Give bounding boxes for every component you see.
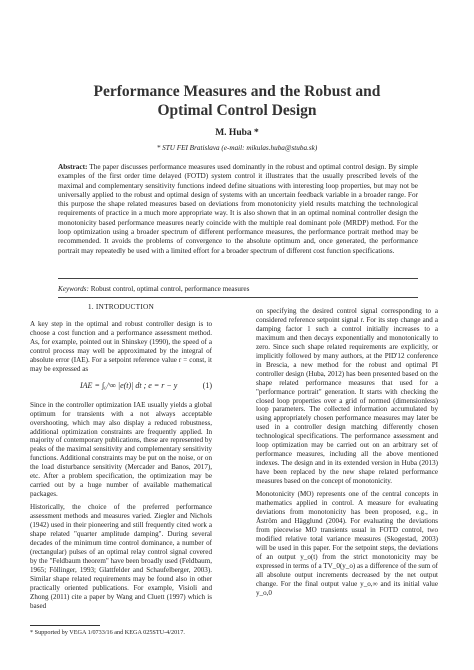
- title-line-2: Optimal Control Design: [157, 102, 317, 119]
- footnote-rule: [30, 625, 100, 626]
- abstract-label: Abstract:: [58, 163, 88, 171]
- title-line-1: Performance Measures and the Robust and: [93, 83, 381, 100]
- right-column: [256, 307, 438, 602]
- abstract-block: [58, 163, 418, 256]
- section-heading: 1. INTRODUCTION: [87, 302, 155, 311]
- keywords-top-rule: [58, 278, 418, 279]
- paragraph: Monotonicity (MO) represents one of the central concepts in mathematics applied in control. A measure for evaluating deviations from monotonicity has been proposed, e.g., in Åström and Hägglund (2004). For evaluating the deviations from piecewise MO transients usual in FOTD control, two modified relative total variance measures (Skogestad, 2003) will be used in this paper. For the setpoint steps, the deviations of an output y_o(t) from the strict monotonicity may be expressed in terms of a TV_0(y_o) as a difference of the sum of all absolute output increments decreased by the net output change. For the final output value y_o,∞ and its initial value y_o,0: [256, 490, 438, 597]
- keywords-block: [58, 285, 418, 294]
- equation-body: IAE = ∫₀^∞ |e(t)| dt ; e = r − y: [80, 381, 178, 391]
- footnote: * Supported by VEGA 1/0733/16 and KEGA 025STU-4/2017.: [30, 629, 185, 636]
- abstract-text: The paper discusses performance measures used dominantly in the robust and optimal control design. By simple examples of the first order time delayed (FOTD) system control it illustrates that the usually prescribed levels of the maximal and complementary sensitivity functions indeed define situations with interesting loop properties, but may not be universally applied to the robust and optimal design of systems with an uncertain feedback variable in a broader range. For this purpose the shape related measures based on deviations from monotonicity yield results matching the technological requirements of practice in a much more appropriate way. It is also shown that in an optimal nominal controller design the monotonicity based performance measures nearly coincide with the multiple real dominant pole (MRDP) method. For the loop optimization using a broader spectrum of different performance measures, the performance portrait method may be recommended. It avoids the problems of convergence to the absolute optimum and, once generated, the performance portrait may repeatedly be used with a limited effort for a broader spectrum of different cost function specifications.: [58, 163, 418, 255]
- paper-title: [0, 82, 474, 120]
- keywords-bottom-rule: [58, 297, 418, 298]
- left-column: [30, 303, 212, 615]
- paragraph: Historically, the choice of the preferred performance assessment methods and measures varied. Ziegler and Nichols (1942) used in their pioneering and still frequently cited work a shape related "quarter amplitude damping". During several decades of the minimum time control dominance, a number of (rectangular) pulses of an optimal relay control signal covered by the "Feldbaum theorem" have been broadly used (Feldbaum, 1965; Föllinger, 1993; Glattfelder and Schaufelberger, 2003). Similar shape related requirements may be found also in other practically oriented publications. For example, Visioli and Zhong (2011) cite a paper by Wang and Cluett (1997) which is based: [30, 503, 212, 610]
- paragraph: A key step in the optimal and robust controller design is to choose a cost function and a performance assessment method. As, for example, pointed out in Shinskey (1990), the speed of a control process may well be approximated by the integral of absolute error (IAE). For a setpoint reference value r = const, it may be expressed as: [30, 319, 212, 373]
- paragraph: Since in the controller optimization IAE usually yields a global optimum for transients with a not always acceptable overshooting, which may also display a reduced robustness, additional optimization constraints are frequently applied. In majority of contemporary publications, these are represented by peaks of the maximal sensitivity and complementary sensitivity functions. Additional constraints may be put on the noise, or on the load disturbance sensitivity (Mercader and Banos, 2017), etc. After a problem specification, the optimization may be carried out by a huge number of available mathematical packages.: [30, 400, 212, 499]
- author-name: M. Huba *: [215, 128, 259, 138]
- keywords-label: Keywords:: [58, 285, 89, 293]
- author-affiliation: * STU FEI Bratislava (e-mail: mikulas.huba@stuba.sk): [156, 144, 318, 152]
- equation-number: (1): [202, 381, 212, 391]
- paragraph: on specifying the desired control signal corresponding to a considered reference setpoint signal r. For its step change and a damping factor 1 such a control initially increases to a maximum and then decays exponentially and monotonically to zero. Since such shape related requirements are explicitly, or implicitly followed by many authors, at the PID'12 conference in Brescia, a new method for the robust and optimal PI controller design (Huba, 2012) has been presented based on the shape related performance measures that used for a "performance portrait" generation. It starts with checking the closed loop properties over a grid of normed (dimensionless) loop parameters. The collected information accumulated by using appropriately chosen performance measures may later be used in a controller design matching differently chosen technological specifications. The performance assessment and loop optimization may be carried out on an arbitrary set of performance measures, including all the above mentioned indexes. The design and in its extended version in Huba (2013) have been replaced by the new shape related performance measures based on the concept of monotonicity.: [256, 307, 438, 486]
- keywords-text: Robust control, optimal control, performance measures: [90, 285, 250, 293]
- equation-1: [30, 378, 212, 396]
